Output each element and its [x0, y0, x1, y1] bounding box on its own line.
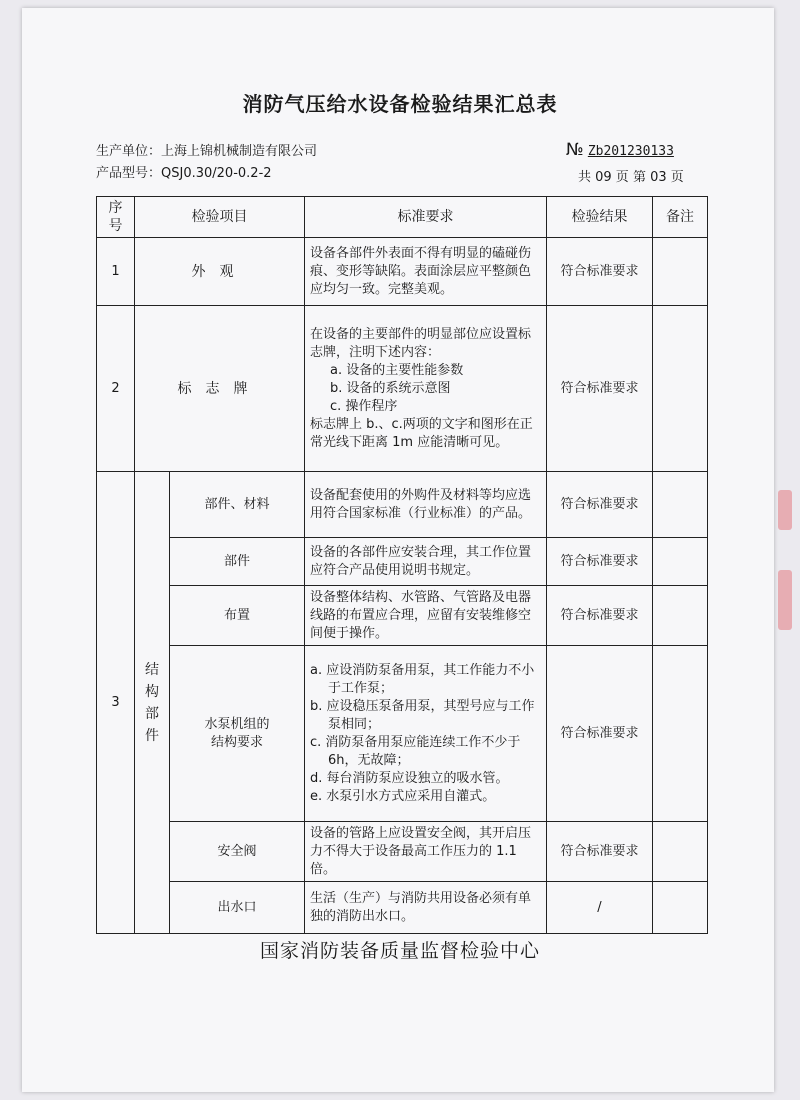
list-item: a. 应设消防泵备用泵，其工作能力不小于工作泵；: [310, 662, 535, 696]
group-char: 结: [145, 661, 159, 678]
row-note: [653, 306, 708, 472]
issuing-organization: 国家消防装备质量监督检验中心: [259, 940, 540, 962]
sub-requirement: 设备整体结构、水管路、气管路及电器线路的布置应合理，应留有安装维修空间便于操作。: [305, 586, 547, 646]
table-row: [97, 646, 708, 822]
seal-mark: [778, 490, 792, 530]
manufacturer-label: 生产单位：: [96, 144, 162, 159]
sub-note: [653, 538, 708, 586]
sub-result: 符合标准要求: [547, 586, 653, 646]
sub-item-line: 水泵机组的: [204, 716, 270, 732]
report-number: [566, 140, 674, 160]
table-row: [97, 822, 708, 882]
sub-requirement: 生活（生产）与消防共用设备必须有单独的消防出水口。: [305, 882, 547, 934]
table-row: [97, 882, 708, 934]
requirement-intro: 在设备的主要部件的明显部位应设置标志牌，注明下述内容：: [310, 326, 532, 360]
manufacturer-line: [96, 140, 317, 159]
header-item: 检验项目: [135, 197, 305, 238]
sub-result: 符合标准要求: [547, 472, 653, 538]
list-item: c. 消防泵备用泵应能连续工作不少于 6h，无故障；: [310, 734, 521, 768]
sub-item: 部件: [170, 538, 305, 586]
row-seq: 2: [97, 306, 135, 472]
row-requirement: 设备各部件外表面不得有明显的磕碰伤痕、变形等缺陷。表面涂层应平整颜色应均匀一致。完整美观。: [305, 238, 547, 306]
model-label: 产品型号：: [96, 166, 162, 181]
group-char: 部: [145, 705, 159, 722]
table-row: [97, 538, 708, 586]
sub-requirement: 设备的各部件应安装合理，其工作位置应符合产品使用说明书规定。: [305, 538, 547, 586]
sub-note: [653, 472, 708, 538]
header-note: 备注: [653, 197, 708, 238]
group-char: 构: [145, 683, 159, 700]
inspection-results-table: [96, 196, 708, 934]
group-char: 件: [145, 727, 159, 744]
document-title: 消防气压给水设备检验结果汇总表: [242, 92, 558, 116]
sub-item: [170, 646, 305, 822]
list-item: b. 设备的系统示意图: [330, 380, 451, 396]
manufacturer-value: 上海上锦机械制造有限公司: [161, 144, 318, 159]
sub-result: /: [547, 882, 653, 934]
sub-requirement: 设备的管路上应设置安全阀，其开启压力不得大于设备最高工作压力的 1.1 倍。: [305, 822, 547, 882]
row-result: 符合标准要求: [547, 306, 653, 472]
row-item: 外观: [135, 238, 305, 306]
seal-mark: [778, 570, 792, 630]
sub-note: [653, 822, 708, 882]
requirement-list: [310, 662, 541, 806]
group-label: [135, 472, 170, 934]
report-number-value: Zb201230133: [587, 144, 674, 159]
sub-note: [653, 586, 708, 646]
requirement-list: [310, 362, 541, 416]
list-item: c. 操作程序: [330, 398, 398, 414]
table-row: [97, 238, 708, 306]
table-row: [97, 586, 708, 646]
sub-requirement: 设备配套使用的外购件及材料等均应选用符合国家标准（行业标准）的产品。: [305, 472, 547, 538]
table-header-row: [97, 197, 708, 238]
model-value: QSJ0.30/20-0.2-2: [161, 166, 272, 181]
model-line: [96, 162, 272, 181]
sub-result: 符合标准要求: [547, 538, 653, 586]
sub-item: 部件、材料: [170, 472, 305, 538]
sub-item: 布置: [170, 586, 305, 646]
row-item: 标志牌: [135, 306, 305, 472]
number-sign: №: [566, 140, 584, 160]
sub-result: 符合标准要求: [547, 822, 653, 882]
sub-item: 出水口: [170, 882, 305, 934]
row-result: 符合标准要求: [547, 238, 653, 306]
sub-item: 安全阀: [170, 822, 305, 882]
row-seq: 1: [97, 238, 135, 306]
table-row: [97, 472, 708, 538]
sub-item-line: 结构要求: [210, 734, 263, 750]
header-requirement: 标准要求: [305, 197, 547, 238]
page-info: 共 09 页 第 03 页: [578, 170, 684, 185]
sub-result: 符合标准要求: [547, 646, 653, 822]
header-seq: 序号: [97, 197, 135, 238]
sub-note: [653, 882, 708, 934]
sub-note: [653, 646, 708, 822]
sub-requirement: [305, 646, 547, 822]
requirement-note: 标志牌上 b.、c.两项的文字和图形在正常光线下距离 1m 应能清晰可见。: [310, 416, 533, 450]
row-note: [653, 238, 708, 306]
list-item: b. 应设稳压泵备用泵，其型号应与工作泵相同；: [310, 698, 535, 732]
header-result: 检验结果: [547, 197, 653, 238]
list-item: a. 设备的主要性能参数: [330, 362, 464, 378]
list-item: d. 每台消防泵应设独立的吸水管。: [310, 770, 509, 786]
row-requirement: [305, 306, 547, 472]
table-row: [97, 306, 708, 472]
row-seq: 3: [97, 472, 135, 934]
list-item: e. 水泵引水方式应采用自灌式。: [310, 788, 496, 804]
